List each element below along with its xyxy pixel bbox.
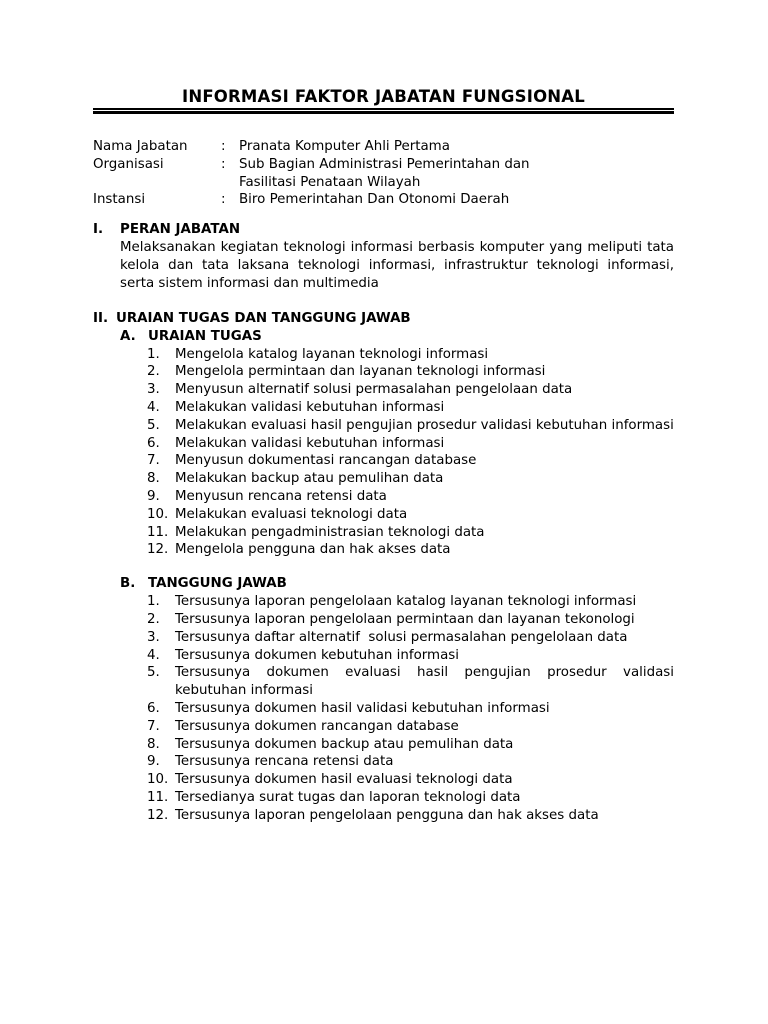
- list-item: [147, 593, 674, 611]
- list-item: [147, 611, 674, 629]
- item-text: Mengelola pengguna dan hak akses data: [175, 542, 451, 558]
- item-number: 7.: [147, 718, 160, 734]
- list-item: [147, 363, 674, 381]
- item-number: 4.: [147, 399, 160, 415]
- meta-label: Organisasi: [93, 156, 164, 172]
- meta-colon: :: [221, 156, 226, 172]
- list-item: [147, 506, 674, 524]
- item-text: Tersusunya dokumen evaluasi hasil pengujian prosedur validasi kebutuhan informasi: [175, 665, 674, 699]
- list-item: [147, 488, 674, 506]
- section-title: PERAN JABATAN: [120, 222, 241, 238]
- subsection-uraian-tugas-heading: [120, 328, 674, 346]
- item-text: Tersusunya laporan pengelolaan pengguna dan hak akses data: [175, 807, 599, 823]
- meta-value-line: Biro Pemerintahan Dan Otonomi Daerah: [239, 192, 510, 208]
- item-text: Tersedianya surat tugas dan laporan teknologi data: [175, 789, 521, 805]
- meta-value-line: Fasilitasi Penataan Wilayah: [239, 174, 421, 190]
- item-text: Melakukan evaluasi hasil pengujian prosedur validasi kebutuhan informasi: [175, 417, 674, 433]
- item-number: 11.: [147, 524, 169, 540]
- section-title: URAIAN TUGAS DAN TANGGUNG JAWAB: [116, 310, 411, 326]
- item-text: Melakukan backup atau pemulihan data: [175, 471, 444, 487]
- subsection-letter: B.: [120, 576, 136, 592]
- document-title: INFORMASI FAKTOR JABATAN FUNGSIONAL: [181, 87, 585, 106]
- item-number: 3.: [147, 382, 160, 398]
- subsection-title: TANGGUNG JAWAB: [148, 576, 287, 592]
- meta-value: [239, 156, 674, 192]
- item-text: Tersusunya dokumen hasil evaluasi teknologi data: [175, 772, 513, 788]
- item-number: 12.: [147, 807, 169, 823]
- item-number: 10.: [147, 772, 169, 788]
- list-item: [147, 470, 674, 488]
- item-number: 7.: [147, 453, 160, 469]
- item-text: Tersusunya dokumen kebutuhan informasi: [175, 647, 459, 663]
- tanggung-jawab-list: [147, 593, 674, 824]
- item-text: Mengelola permintaan dan layanan teknologi informasi: [175, 364, 546, 380]
- list-item: [147, 417, 674, 435]
- section-number: I.: [93, 222, 104, 238]
- meta-row-nama-jabatan: [93, 138, 674, 156]
- item-number: 6.: [147, 435, 160, 451]
- item-text: Melakukan evaluasi teknologi data: [175, 506, 408, 522]
- item-text: Menyusun dokumentasi rancangan database: [175, 453, 477, 469]
- item-text: Melakukan validasi kebutuhan informasi: [175, 399, 445, 415]
- item-text: Mengelola katalog layanan teknologi informasi: [175, 346, 489, 362]
- title-rule-thick: [93, 111, 674, 114]
- meta-value-line: Sub Bagian Administrasi Pemerintahan dan: [239, 156, 530, 172]
- list-item: [147, 346, 674, 364]
- item-number: 9.: [147, 488, 160, 504]
- item-number: 9.: [147, 754, 160, 770]
- title-rule-thin: [93, 108, 674, 110]
- subsection-tanggung-jawab-heading: [120, 575, 674, 593]
- item-number: 8.: [147, 471, 160, 487]
- item-number: 8.: [147, 736, 160, 752]
- meta-row-organisasi: [93, 156, 674, 192]
- list-item: [147, 807, 674, 825]
- item-number: 12.: [147, 542, 169, 558]
- item-number: 10.: [147, 506, 169, 522]
- meta-colon: :: [221, 192, 226, 208]
- item-text: Tersusunya dokumen rancangan database: [175, 718, 459, 734]
- item-text: Tersusunya dokumen backup atau pemulihan data: [175, 736, 514, 752]
- item-text: Menyusun alternatif solusi permasalahan pengelolaan data: [175, 382, 573, 398]
- meta-row-instansi: [93, 191, 674, 209]
- list-item: [147, 664, 674, 700]
- list-item: [147, 541, 674, 559]
- list-item: [147, 629, 674, 647]
- item-text: Tersusunya laporan pengelolaan katalog layanan teknologi informasi: [175, 594, 637, 610]
- item-text: Tersusunya laporan pengelolaan permintaan dan layanan tekonologi: [175, 611, 635, 627]
- meta-label: Nama Jabatan: [93, 139, 188, 154]
- list-item: [147, 647, 674, 665]
- item-number: 6.: [147, 700, 160, 716]
- job-info-block: [93, 138, 674, 209]
- peran-jabatan-text: Melaksanakan kegiatan teknologi informasi berbasis komputer yang meliputi tata kelola dan tata laksana teknologi informasi, infrastruktur teknologi informasi, serta sistem informasi dan multimedia: [120, 240, 674, 291]
- item-number: 5.: [147, 665, 160, 681]
- section-number: II.: [93, 310, 109, 326]
- item-number: 2.: [147, 364, 160, 380]
- list-item: [147, 736, 674, 754]
- item-number: 11.: [147, 789, 169, 805]
- list-item: [147, 718, 674, 736]
- item-text: Menyusun rencana retensi data: [175, 488, 387, 504]
- item-number: 1.: [147, 346, 160, 362]
- list-item: [147, 381, 674, 399]
- meta-colon: :: [221, 139, 226, 154]
- list-item: [147, 789, 674, 807]
- meta-label: Instansi: [93, 192, 146, 208]
- uraian-tugas-list: [147, 346, 674, 560]
- item-text: Melakukan pengadministrasian teknologi data: [175, 524, 485, 540]
- list-item: [147, 700, 674, 718]
- list-item: [147, 452, 674, 470]
- meta-value-line: Pranata Komputer Ahli Pertama: [239, 139, 450, 154]
- item-text: Tersusunya rencana retensi data: [175, 754, 394, 770]
- item-number: 2.: [147, 611, 160, 627]
- list-item: [147, 399, 674, 417]
- list-item: [147, 435, 674, 453]
- item-number: 1.: [147, 594, 160, 610]
- item-text: Tersusunya dokumen hasil validasi kebutuhan informasi: [175, 700, 550, 716]
- section-uraian-heading: [93, 310, 674, 328]
- item-text: Tersusunya daftar alternatif solusi permasalahan pengelolaan data: [175, 629, 628, 645]
- section-peran-jabatan-heading: [93, 221, 674, 239]
- list-item: [147, 524, 674, 542]
- list-item: [147, 753, 674, 771]
- item-number: 4.: [147, 647, 160, 663]
- subsection-letter: A.: [120, 328, 136, 344]
- meta-value: [239, 138, 674, 156]
- document-page: [93, 86, 674, 825]
- meta-value: [239, 191, 674, 209]
- item-number: 3.: [147, 629, 160, 645]
- item-text: Melakukan validasi kebutuhan informasi: [175, 435, 445, 451]
- subsection-title: URAIAN TUGAS: [148, 328, 262, 344]
- item-number: 5.: [147, 417, 160, 433]
- list-item: [147, 771, 674, 789]
